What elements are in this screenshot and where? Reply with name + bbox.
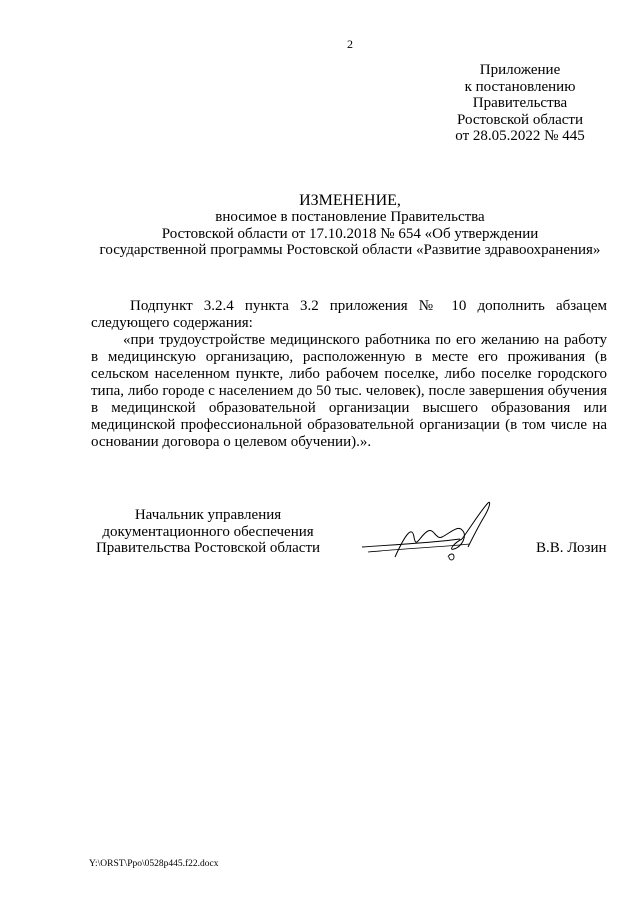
appendix-line: Правительства: [472, 95, 568, 111]
appendix-line: Приложение: [479, 62, 561, 78]
appendix-line: к постановлению: [464, 78, 576, 95]
signatory-position-line: Начальник управления: [134, 507, 282, 523]
appendix-header: [440, 62, 600, 145]
title-line: государственной программы Ростовской области «Развитие здравоохранения»: [99, 242, 601, 258]
signatory-position-line: документационного обеспечения: [102, 523, 314, 540]
handwritten-signature: [350, 495, 510, 570]
title-line: вносимое в постановление Правительства: [215, 209, 485, 225]
signatory-name: В.В. Лозин: [536, 540, 607, 556]
title-line: Ростовской области от 17.10.2018 № 654 «Об утверждении: [161, 225, 539, 242]
appendix-line: от 28.05.2022 № 445: [455, 128, 585, 144]
page-number: 2: [347, 37, 353, 51]
signatory-position: [90, 507, 326, 557]
signatory-position-line: Правительства Ростовской области: [95, 540, 321, 556]
document-body: [91, 298, 607, 451]
footer-file-path: Y:\ORST\Ppo\0528p445.f22.docx: [89, 859, 219, 869]
document-title: [90, 192, 610, 259]
body-paragraph-instruction: Подпункт 3.2.4 пункта 3.2 приложения № 10 дополнить абзацем следующего содержания:: [91, 298, 607, 331]
title-heading: ИЗМЕНЕНИЕ,: [299, 192, 401, 209]
appendix-line: Ростовской области: [457, 111, 583, 128]
body-paragraph-quote: «при трудоустройстве медицинского работника по его желанию на работу в медицинскую организацию, расположенную в месте его проживания (в сельском населенном пункте, либо рабочем поселке, либо поселке городского типа, либо городе с населением до 50 тыс. человек), после завершения обучения в медицинской образовательной организации высшего образования или медицинской профессиональной образовательной организации (в том числе на основании договора о целевом обучении).».: [91, 332, 607, 450]
